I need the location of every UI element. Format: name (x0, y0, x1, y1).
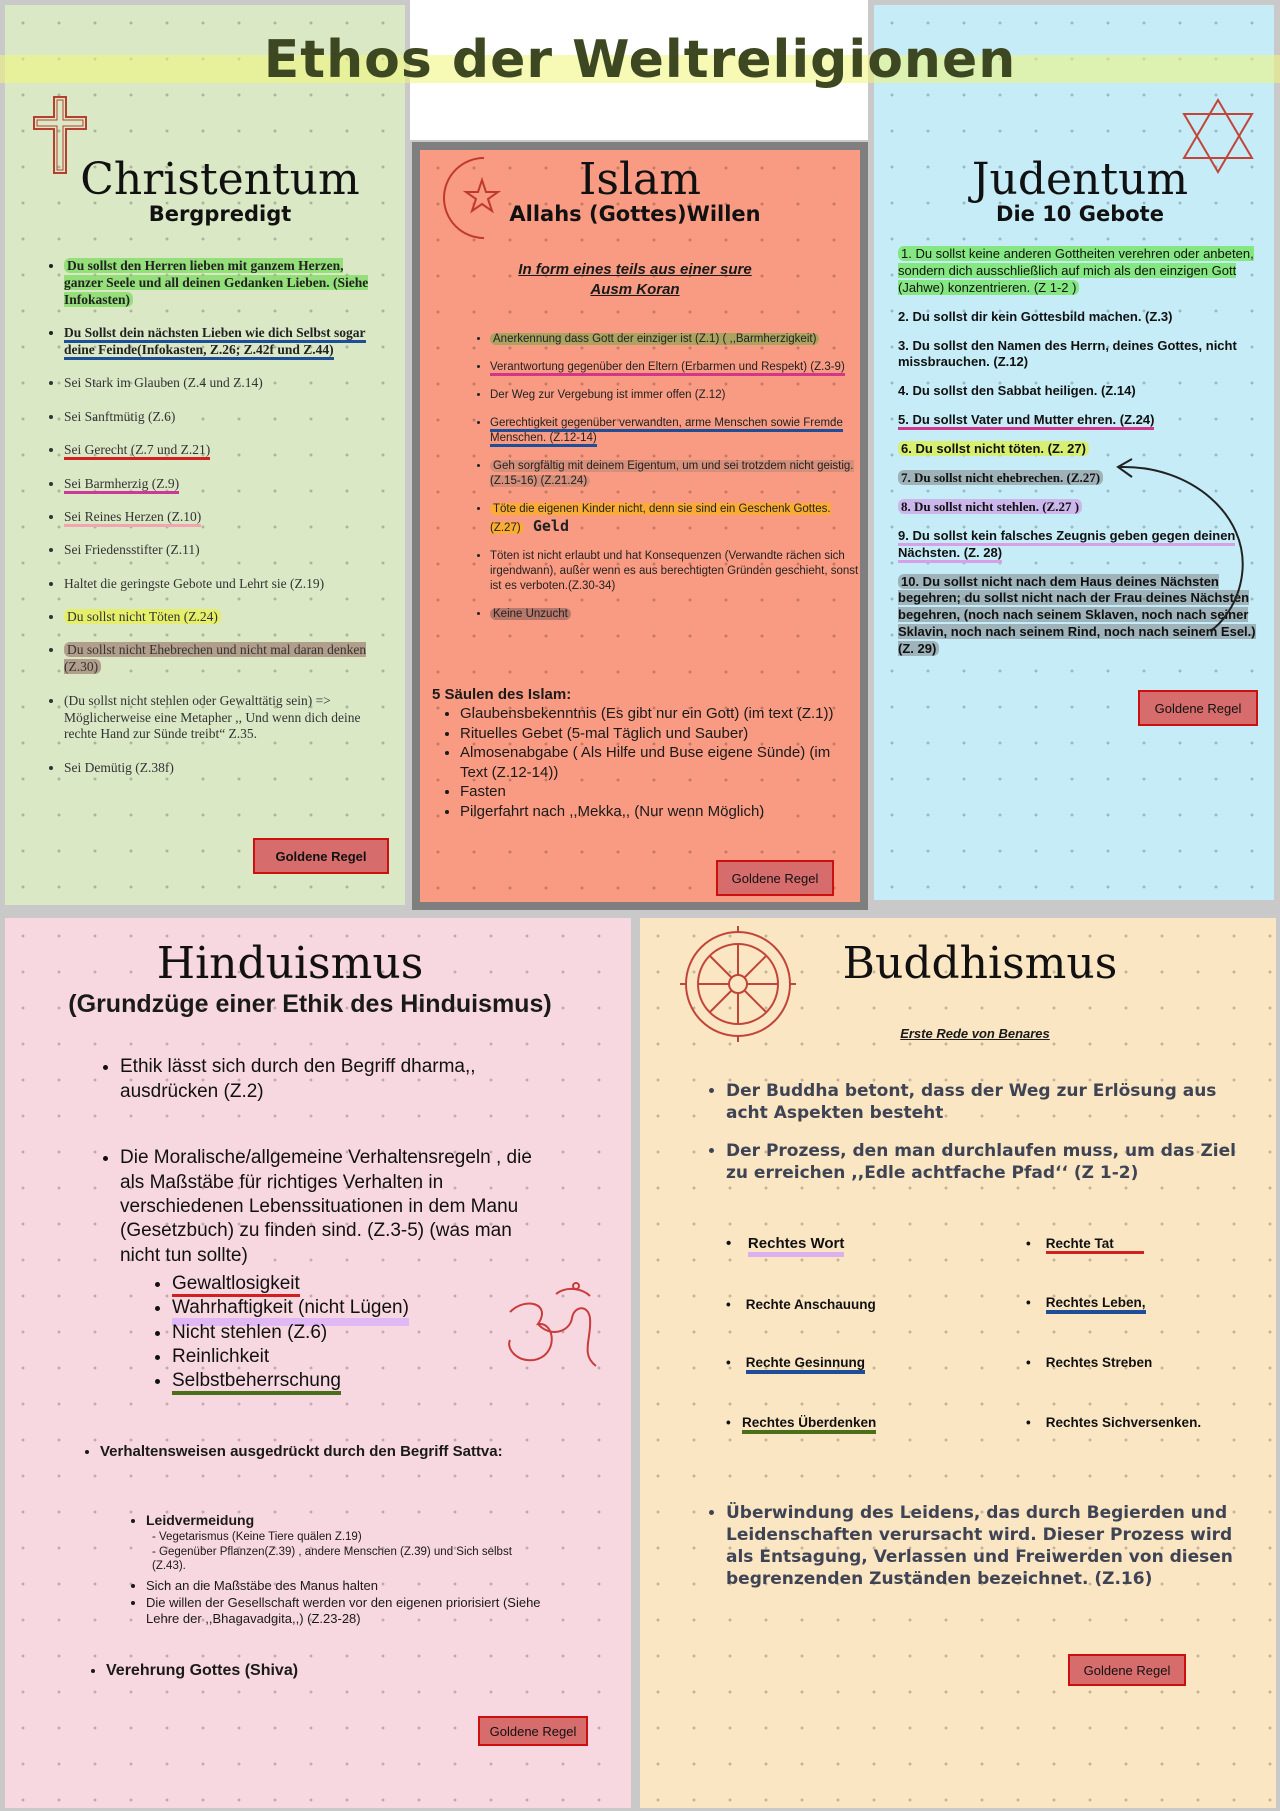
list-item: • Du sollst nicht Töten (Z.24) (64, 609, 384, 626)
hinduismus-sattva-list (80, 1442, 540, 1462)
list-item: • Du sollst nicht Ehebrechen und nicht mal daran denken (Z.30) (64, 642, 384, 676)
list-item: • Almosenabgabe ( Als Hilfe und Buse eigene Sünde) (im Text (Z.12-14)) (460, 743, 860, 782)
list-item: • Anerkennung dass Gott der einziger ist (Z.1) ( ,,Barmherzigkeit) (490, 332, 860, 347)
list-item: • Sei Gerecht (Z.7 und Z.21) (64, 442, 384, 459)
list-item: • Sei Friedensstifter (Z.11) (64, 542, 384, 559)
list-item: • Wahrhaftigkeit (nicht Lügen) (172, 1296, 550, 1320)
hinduismus-leid-sub2: - Gegenüber Pflanzen(Z.39) , andere Menschen (Z.39) und Sich selbst (Z.43). (152, 1545, 512, 1573)
list-item: • Ethik lässt sich durch den Begriff dharma,, ausdrücken (Z.2) (120, 1055, 550, 1104)
list-item: • Rituelles Gebet (5-mal Täglich und Sauber) (460, 724, 860, 744)
list-item: • Überwindung des Leidens, das durch Begierden und Leidenschaften verursacht wird. Dieser Prozess wird als Entsagung, Verlassen und Freiwerden von diesen begrenzenden Zuständen bezeichnet. (Z.16) (726, 1502, 1246, 1590)
list-item: 9. Du sollst kein falsches Zeugnis geben gegen deinen Nächsten. (Z. 28) (898, 528, 1268, 562)
islam-intro-line1: In form eines teils aus einer sure (518, 261, 752, 278)
list-item: • Haltet die geringste Gebote und Lehrt sie (Z.19) (64, 576, 384, 593)
list-item: • Fasten (460, 782, 860, 802)
islam-subtitle: Allahs (Gottes)Willen (509, 202, 761, 226)
hinduismus-leid-sub1: - Vegetarismus (Keine Tiere quälen Z.19) (152, 1530, 362, 1543)
islam-goldene-regel-button[interactable]: Goldene Regel (716, 860, 834, 896)
list-item: • Glaubensbekenntnis (Es gibt nur ein Gott) (im text (Z.1)) (460, 704, 860, 724)
path-item: • Rechtes Sichversenken. (1026, 1415, 1202, 1430)
list-item: • Leidvermeidung (146, 1512, 542, 1530)
list-item: • Sei Stark im Glauben (Z.4 und Z.14) (64, 375, 384, 392)
hinduismus-subtitle: (Grundzüge einer Ethik des Hinduismus) (68, 990, 552, 1018)
buddhismus-intro: Erste Rede von Benares (900, 1026, 1050, 1041)
list-item: • Sei Reines Herzen (Z.10) (64, 509, 384, 526)
list-item: • Selbstbeherrschung (172, 1369, 550, 1393)
list-item: • Die willen der Gesellschaft werden vor den eigenen priorisiert (Siehe Lehre der ,,Bhagavadgita,,) (Z.23-28) (146, 1595, 542, 1628)
judentum-title: Judentum (971, 154, 1189, 205)
list-item: 5. Du sollst Vater und Mutter ehren. (Z.24) (898, 412, 1268, 429)
path-item: • Rechte Anschauung (726, 1297, 876, 1312)
list-item: • Der Prozess, den man durchlaufen muss, um das Ziel zu erreichen ,,Edle achtfache Pfad‘‘ (Z 1-2) (726, 1140, 1246, 1184)
buddhismus-conclusion (706, 1502, 1246, 1590)
hinduismus-verehrung (86, 1662, 546, 1680)
islam-intro-line2: Ausm Koran (590, 281, 680, 299)
list-item: • Keine Unzucht (490, 607, 860, 622)
list-item: • Töten ist nicht erlaubt und hat Konsequenzen (Verwandte rächen sich irgendwann), außer wenn es aus berechtigten Gründen geschieht, sonst ist es verboten.(Z.30-34) (490, 549, 860, 594)
list-item: • Sei Demütig (Z.38f) (64, 760, 384, 777)
hinduismus-goldene-regel-button[interactable]: Goldene Regel (478, 1716, 588, 1746)
path-item: • Rechtes Leben, (1026, 1295, 1146, 1310)
buddhismus-list (706, 1080, 1246, 1184)
list-item: • Du sollst den Herren lieben mit ganzem Herzen, ganzer Seele und all deinen Gedanken Lieben. (Siehe Infokasten) (64, 258, 384, 309)
path-item: • Rechte Gesinnung (726, 1355, 865, 1370)
buddhismus-title: Buddhismus (842, 938, 1118, 989)
islam-pillars (440, 704, 860, 821)
path-item: • Rechte Tat (1026, 1236, 1144, 1251)
hinduismus-virtues (120, 1272, 550, 1394)
list-item: 4. Du sollst den Sabbat heiligen. (Z.14) (898, 383, 1136, 399)
list-item: • Pilgerfahrt nach ,,Mekka,, (Nur wenn Möglich) (460, 802, 860, 822)
list-item: 10. Du sollst nicht nach dem Haus deines Nächsten begehren; du sollst nicht nach der Frau deines Nächsten begehren, (noch nach seinem Sklaven, noch nach seiner Sklavin, noch nach seinem Rind, noch nach seinem Esel.) (Z. 29) (898, 573, 1256, 657)
path-item: • Rechtes Wort (726, 1235, 844, 1252)
path-item: • Rechtes Überdenken (726, 1415, 876, 1430)
list-item: • (Du sollst nicht stehlen oder Gewalttätig sein) => Möglicherweise eine Metapher ,, Und wenn dich deine rechte Hand zur Sünde treibt“ Z.35. (64, 693, 384, 744)
list-item: • Reinlichkeit (172, 1345, 550, 1369)
islam-pillars-title: 5 Säulen des Islam: (432, 686, 572, 703)
list-item: 2. Du sollst dir kein Gottesbild machen. (Z.3) (898, 308, 1173, 324)
list-item: • Sich an die Maßstäbe des Manus halten (146, 1578, 542, 1595)
list-item: • Sei Barmherzig (Z.9) (64, 476, 384, 493)
list-item: • Der Weg zur Vergebung ist immer offen (Z.12) (490, 388, 860, 403)
judentum-goldene-regel-button[interactable]: Goldene Regel (1138, 690, 1258, 726)
hinduismus-title: Hinduismus (156, 938, 424, 989)
list-item: • Gewaltlosigkeit (172, 1272, 550, 1296)
list-item: • Nicht stehlen (Z.6) (172, 1321, 550, 1345)
islam-title: Islam (579, 154, 701, 205)
list-item: • Sei Sanftmütig (Z.6) (64, 409, 384, 426)
list-item: • Du Sollst dein nächsten Lieben wie dich Selbst sogar deine Feinde(Infokasten, Z.26; Z.42f und Z.44) (64, 325, 384, 359)
list-item: • Der Buddha betont, dass der Weg zur Erlösung aus acht Aspekten besteht (726, 1080, 1246, 1124)
list-item: 8. Du sollst nicht stehlen. (Z.27 ) (898, 499, 1268, 516)
islam-list (470, 332, 860, 635)
list-item: • Verehrung Gottes (Shiva) (106, 1662, 546, 1680)
list-item: • Gerechtigkeit gegenüber verwandten, arme Menschen sowie Fremde Menschen. (Z.12-14) (490, 416, 860, 446)
handwritten-note: Geld (532, 516, 569, 535)
hinduismus-list (100, 1055, 550, 1394)
list-item: 7. Du sollst nicht ehebrechen. (Z.27) (898, 470, 1268, 487)
christentum-subtitle: Bergpredigt (148, 202, 292, 226)
hinduismus-sattva-details (122, 1512, 542, 1628)
islam-intro (450, 260, 820, 301)
list-item: 3. Du sollst den Namen des Herrn, deines Gottes, nicht missbrauchen. (Z.12) (898, 337, 1237, 370)
list-item: • Töte die eigenen Kinder nicht, denn sie sind ein Geschenk Gottes.(Z.27) Geld (490, 502, 860, 536)
dharma-wheel-icon (678, 924, 798, 1044)
list-item: • Die Moralische/allgemeine Verhaltensregeln , die als Maßstäbe für richtiges Verhalten in verschiedenen Lebenssituationen in dem Manu (Gesetzbuch) zu finden sind. (Z.3-5) (was man nicht tun sollte) • Gewaltlosigkeit • Wahrhaftigkeit (nicht Lügen) • Nicht stehlen (Z.6) • Reinlichkeit • Selbstbeherrschung (120, 1146, 550, 1393)
christentum-title: Christentum (80, 154, 360, 205)
om-icon (496, 1282, 606, 1382)
list-item: • Verantwortung gegenüber den Eltern (Erbarmen und Respekt) (Z.3-9) (490, 360, 860, 375)
list-item: 1. Du sollst keine anderen Gottheiten verehren oder anbeten, sondern dich ausschließlich auf mich als den einzigen Gott (Jahwe) konzentrieren. (Z 1-2 ) (898, 246, 1254, 295)
list-item: • Geh sorgfältig mit deinem Eigentum, um und sei trotzdem nicht geistig. (Z.15-16) (Z.21.24) (490, 459, 860, 489)
list-item: 6. Du sollst nicht töten. (Z. 27) (898, 441, 1268, 458)
arrow-annotation (1110, 455, 1260, 635)
christentum-list (44, 258, 384, 793)
judentum-subtitle: Die 10 Gebote (996, 202, 1164, 226)
buddhismus-goldene-regel-button[interactable]: Goldene Regel (1068, 1654, 1186, 1686)
page-title: Ethos der Weltreligionen (263, 30, 1017, 90)
christentum-goldene-regel-button[interactable]: Goldene Regel (253, 838, 389, 874)
list-item: • Verhaltensweisen ausgedrückt durch den Begriff Sattva: (100, 1442, 540, 1462)
path-item: • Rechtes Streben (1026, 1355, 1153, 1370)
